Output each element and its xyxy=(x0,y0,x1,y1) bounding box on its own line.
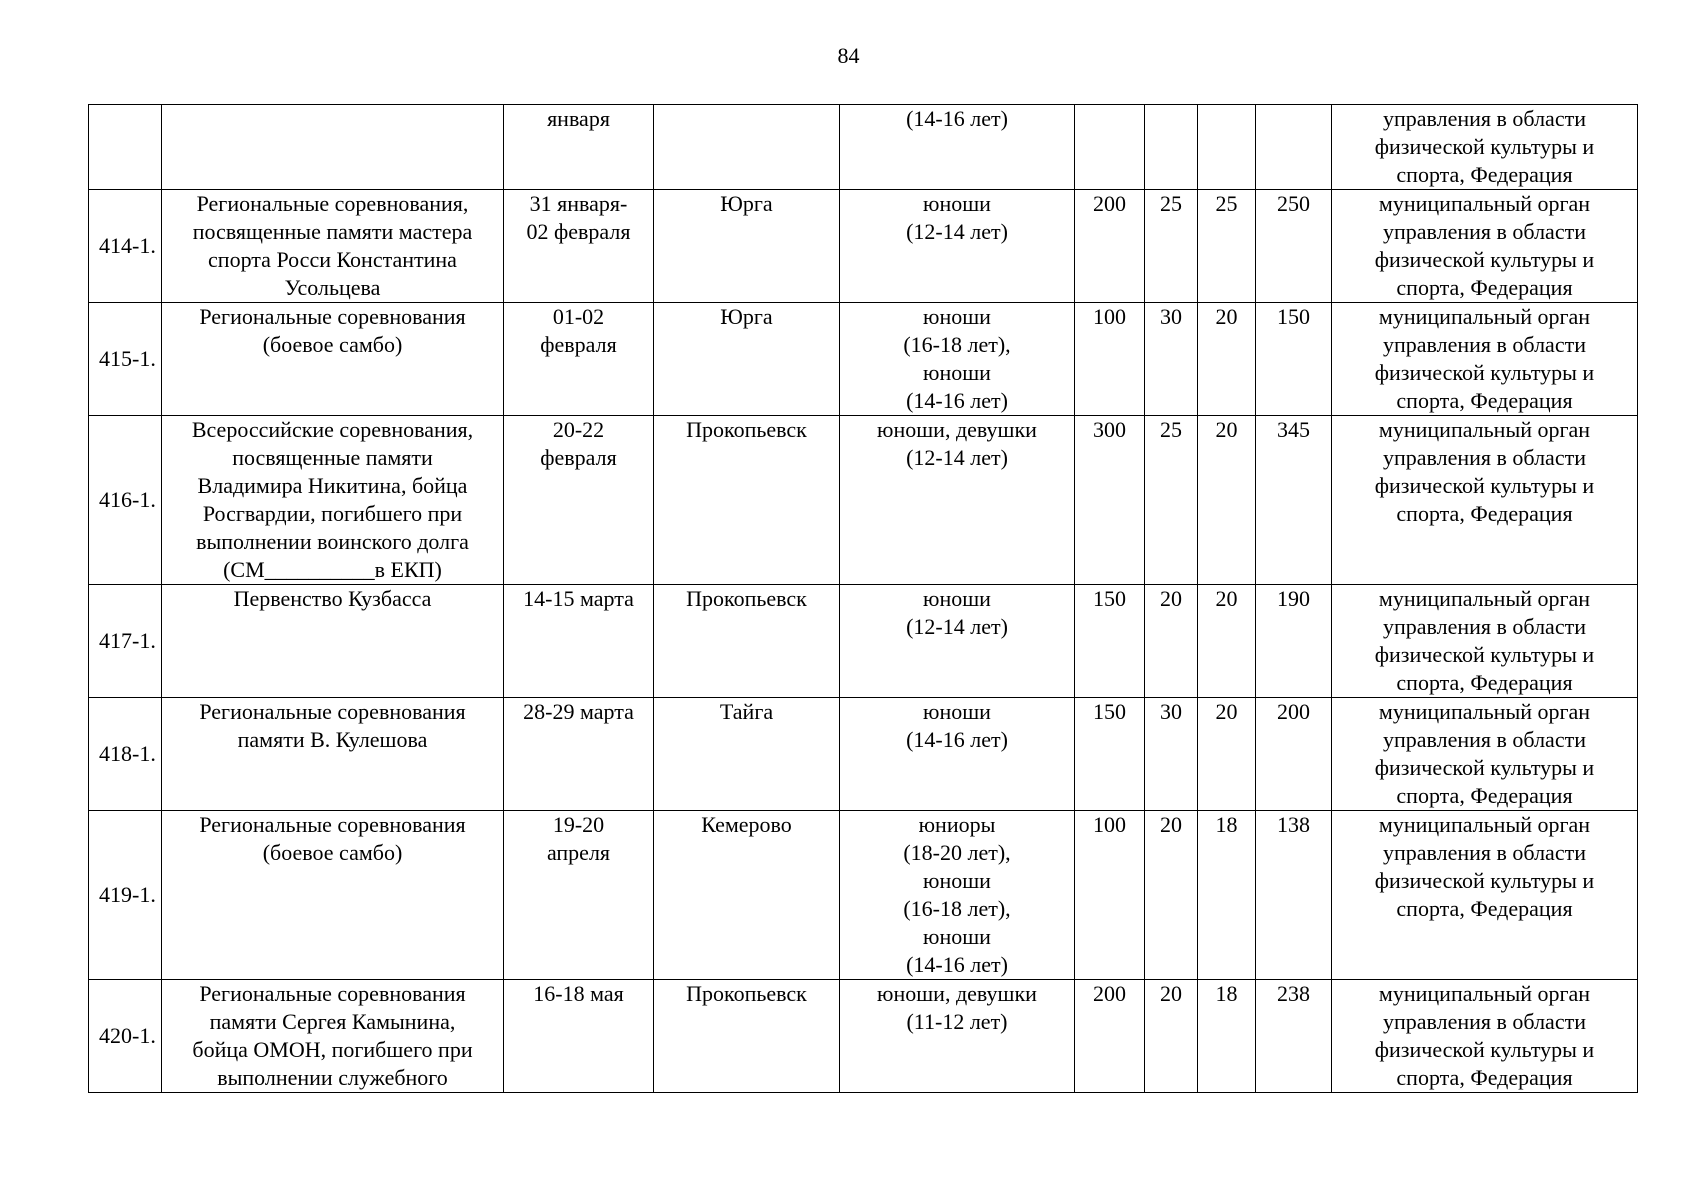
name-line: бойца ОМОН, погибшего при xyxy=(192,1037,473,1062)
place-line: Тайга xyxy=(719,699,774,724)
name-line: спорта Росси Константина xyxy=(208,247,457,272)
event-dates-cell xyxy=(504,105,654,190)
count-cell-c2: 30 xyxy=(1145,303,1198,416)
table-row xyxy=(89,585,1638,698)
dates-line: февраля xyxy=(540,332,617,357)
row-number-cell: 418-1. xyxy=(89,698,162,811)
count-cell-c2 xyxy=(1145,105,1198,190)
participants-cell xyxy=(840,698,1075,811)
organizer-line: физической культуры и xyxy=(1374,1037,1595,1062)
place-line: Юрга xyxy=(720,304,773,329)
participants-line: (12-14 лет) xyxy=(906,219,1008,244)
row-number-cell xyxy=(89,105,162,190)
name-line: (боевое самбо) xyxy=(262,332,403,357)
participants-line: юниоры xyxy=(918,812,996,837)
total-count-cell: 200 xyxy=(1256,698,1332,811)
participants-line: юноши, девушки xyxy=(877,981,1037,1006)
name-line: памяти Сергея Камынина, xyxy=(209,1009,456,1034)
organizer-cell xyxy=(1332,105,1638,190)
total-count-cell: 150 xyxy=(1256,303,1332,416)
name-line: Региональные соревнования xyxy=(199,699,466,724)
organizer-line: управления в области xyxy=(1383,219,1586,244)
organizer-line: спорта, Федерация xyxy=(1396,896,1573,921)
name-line: Первенство Кузбасса xyxy=(233,586,432,611)
dates-line: 31 января- xyxy=(529,191,628,216)
count-cell-c2: 20 xyxy=(1145,585,1198,698)
count-cell-c1: 150 xyxy=(1075,585,1145,698)
organizer-line: управления в области xyxy=(1383,614,1586,639)
organizer-line: управления в области xyxy=(1383,332,1586,357)
count-cell-c2: 25 xyxy=(1145,190,1198,303)
participants-line: (18-20 лет), xyxy=(903,840,1011,865)
table-row xyxy=(89,303,1638,416)
organizer-line: физической культуры и xyxy=(1374,473,1595,498)
table-row xyxy=(89,811,1638,980)
total-count-cell: 190 xyxy=(1256,585,1332,698)
organizer-line: спорта, Федерация xyxy=(1396,783,1573,808)
organizer-line: муниципальный орган xyxy=(1378,699,1591,724)
event-dates-cell xyxy=(504,416,654,585)
participants-line: юноши xyxy=(923,699,991,724)
participants-cell xyxy=(840,416,1075,585)
dates-line: 16-18 мая xyxy=(533,981,624,1006)
event-place-cell xyxy=(654,303,840,416)
organizer-line: управления в области xyxy=(1383,727,1586,752)
organizer-line: управления в области xyxy=(1383,1009,1586,1034)
count-cell-c2: 30 xyxy=(1145,698,1198,811)
organizer-cell xyxy=(1332,416,1638,585)
dates-line: 20-22 xyxy=(552,417,605,442)
table-row xyxy=(89,105,1638,190)
table-row xyxy=(89,698,1638,811)
participants-line: юноши xyxy=(923,304,991,329)
total-count-cell: 138 xyxy=(1256,811,1332,980)
name-line: выполнении служебного xyxy=(217,1065,448,1090)
organizer-line: муниципальный орган xyxy=(1378,586,1591,611)
organizer-line: муниципальный орган xyxy=(1378,304,1591,329)
event-place-cell xyxy=(654,416,840,585)
name-line: Росгвардии, погибшего при xyxy=(202,501,463,526)
organizer-line: спорта, Федерация xyxy=(1396,388,1573,413)
table-row xyxy=(89,416,1638,585)
count-cell-c2: 25 xyxy=(1145,416,1198,585)
event-name-cell xyxy=(162,416,504,585)
organizer-line: управления в области xyxy=(1383,445,1586,470)
dates-line: 28-29 марта xyxy=(523,699,634,724)
organizer-line: физической культуры и xyxy=(1374,247,1595,272)
count-cell-c1: 100 xyxy=(1075,303,1145,416)
dates-line: 01-02 xyxy=(552,304,605,329)
count-cell-c1: 200 xyxy=(1075,980,1145,1093)
organizer-cell xyxy=(1332,980,1638,1093)
participants-line: юноши, девушки xyxy=(877,417,1037,442)
count-cell-c1: 300 xyxy=(1075,416,1145,585)
count-cell-c2: 20 xyxy=(1145,980,1198,1093)
organizer-line: физической культуры и xyxy=(1374,868,1595,893)
place-line: Прокопьевск xyxy=(686,586,807,611)
event-dates-cell xyxy=(504,190,654,303)
participants-line: юноши xyxy=(923,360,991,385)
event-place-cell xyxy=(654,585,840,698)
organizer-line: спорта, Федерация xyxy=(1396,670,1573,695)
name-line: Региональные соревнования, xyxy=(196,191,469,216)
table-row xyxy=(89,190,1638,303)
events-table xyxy=(88,104,1638,1093)
organizer-line: спорта, Федерация xyxy=(1396,162,1573,187)
place-line: Прокопьевск xyxy=(686,981,807,1006)
participants-line: юноши xyxy=(923,586,991,611)
name-line: Региональные соревнования xyxy=(199,812,466,837)
organizer-line: спорта, Федерация xyxy=(1396,275,1573,300)
participants-cell xyxy=(840,303,1075,416)
event-name-cell xyxy=(162,698,504,811)
count-cell-c1: 100 xyxy=(1075,811,1145,980)
place-line: Кемерово xyxy=(701,812,792,837)
name-line: посвященные памяти мастера xyxy=(192,219,473,244)
organizer-line: управления в области xyxy=(1383,106,1586,131)
event-name-cell xyxy=(162,105,504,190)
organizer-line: муниципальный орган xyxy=(1378,191,1591,216)
event-dates-cell xyxy=(504,585,654,698)
participants-line: (16-18 лет), xyxy=(903,332,1011,357)
participants-line: юноши xyxy=(923,191,991,216)
organizer-cell xyxy=(1332,190,1638,303)
event-name-cell xyxy=(162,190,504,303)
table-row xyxy=(89,980,1638,1093)
name-line: Региональные соревнования xyxy=(199,981,466,1006)
organizer-cell xyxy=(1332,303,1638,416)
participants-line: (11-12 лет) xyxy=(906,1009,1008,1034)
dates-line: 02 февраля xyxy=(526,219,631,244)
participants-cell xyxy=(840,105,1075,190)
total-count-cell xyxy=(1256,105,1332,190)
dates-line: января xyxy=(547,106,610,131)
row-number-cell: 417-1. xyxy=(89,585,162,698)
organizer-line: спорта, Федерация xyxy=(1396,501,1573,526)
page-number: 84 xyxy=(837,43,860,68)
event-dates-cell xyxy=(504,698,654,811)
event-name-cell xyxy=(162,980,504,1093)
place-line: Прокопьевск xyxy=(686,417,807,442)
organizer-line: муниципальный орган xyxy=(1378,417,1591,442)
row-number-cell: 416-1. xyxy=(89,416,162,585)
participants-cell xyxy=(840,190,1075,303)
count-cell-c3: 18 xyxy=(1198,811,1256,980)
organizer-line: управления в области xyxy=(1383,840,1586,865)
event-place-cell xyxy=(654,190,840,303)
organizer-cell xyxy=(1332,585,1638,698)
participants-line: (14-16 лет) xyxy=(906,952,1008,977)
total-count-cell: 250 xyxy=(1256,190,1332,303)
count-cell-c3: 20 xyxy=(1198,416,1256,585)
participants-line: (12-14 лет) xyxy=(906,614,1008,639)
participants-line: (16-18 лет), xyxy=(903,896,1011,921)
count-cell-c2: 20 xyxy=(1145,811,1198,980)
count-cell-c1 xyxy=(1075,105,1145,190)
organizer-cell xyxy=(1332,811,1638,980)
organizer-line: физической культуры и xyxy=(1374,134,1595,159)
organizer-line: физической культуры и xyxy=(1374,755,1595,780)
row-number-cell: 414-1. xyxy=(89,190,162,303)
participants-line: (14-16 лет) xyxy=(906,388,1008,413)
organizer-line: физической культуры и xyxy=(1374,642,1595,667)
participants-line: (14-16 лет) xyxy=(906,106,1008,131)
event-place-cell xyxy=(654,105,840,190)
organizer-line: спорта, Федерация xyxy=(1396,1065,1573,1090)
event-dates-cell xyxy=(504,303,654,416)
name-line: Региональные соревнования xyxy=(199,304,466,329)
organizer-line: физической культуры и xyxy=(1374,360,1595,385)
organizer-line: муниципальный орган xyxy=(1378,981,1591,1006)
dates-line: апреля xyxy=(546,840,611,865)
count-cell-c3: 20 xyxy=(1198,303,1256,416)
name-line: (СМ__________в ЕКП) xyxy=(223,557,442,582)
event-place-cell xyxy=(654,698,840,811)
count-cell-c1: 150 xyxy=(1075,698,1145,811)
count-cell-c3 xyxy=(1198,105,1256,190)
event-dates-cell xyxy=(504,811,654,980)
name-line: памяти В. Кулешова xyxy=(237,727,428,752)
total-count-cell: 345 xyxy=(1256,416,1332,585)
name-line: посвященные памяти xyxy=(232,445,433,470)
row-number-cell: 415-1. xyxy=(89,303,162,416)
participants-line: юноши xyxy=(923,868,991,893)
dates-line: 19-20 xyxy=(552,812,605,837)
name-line: Всероссийские соревнования, xyxy=(191,417,474,442)
participants-line: юноши xyxy=(923,924,991,949)
event-place-cell xyxy=(654,980,840,1093)
count-cell-c3: 18 xyxy=(1198,980,1256,1093)
event-place-cell xyxy=(654,811,840,980)
event-name-cell xyxy=(162,811,504,980)
name-line: Усольцева xyxy=(284,275,381,300)
event-name-cell xyxy=(162,585,504,698)
dates-line: февраля xyxy=(540,445,617,470)
name-line: выполнении воинского долга xyxy=(196,529,469,554)
count-cell-c3: 25 xyxy=(1198,190,1256,303)
count-cell-c1: 200 xyxy=(1075,190,1145,303)
participants-line: (14-16 лет) xyxy=(906,727,1008,752)
count-cell-c3: 20 xyxy=(1198,698,1256,811)
event-dates-cell xyxy=(504,980,654,1093)
place-line: Юрга xyxy=(720,191,773,216)
event-name-cell xyxy=(162,303,504,416)
name-line: (боевое самбо) xyxy=(262,840,403,865)
participants-cell xyxy=(840,585,1075,698)
participants-line: (12-14 лет) xyxy=(906,445,1008,470)
count-cell-c3: 20 xyxy=(1198,585,1256,698)
row-number-cell: 420-1. xyxy=(89,980,162,1093)
participants-cell xyxy=(840,980,1075,1093)
participants-cell xyxy=(840,811,1075,980)
organizer-cell xyxy=(1332,698,1638,811)
row-number-cell: 419-1. xyxy=(89,811,162,980)
dates-line: 14-15 марта xyxy=(523,586,634,611)
total-count-cell: 238 xyxy=(1256,980,1332,1093)
organizer-line: муниципальный орган xyxy=(1378,812,1591,837)
name-line: Владимира Никитина, бойца xyxy=(197,473,468,498)
